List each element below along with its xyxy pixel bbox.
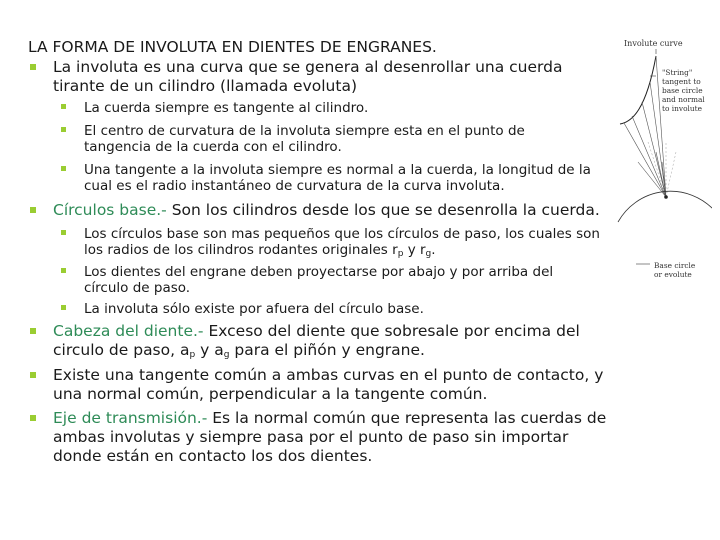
bullet-marker — [30, 328, 36, 334]
label-base-circle: Base circle or evolute — [654, 261, 696, 279]
bullet-marker — [30, 64, 36, 70]
bullet-marker — [61, 305, 66, 310]
bullet-marker — [61, 104, 66, 109]
bullet-marker — [30, 207, 36, 213]
slide-title: LA FORMA DE INVOLUTA EN DIENTES DE ENGRANES. — [28, 38, 437, 56]
sub-bullet-normal: Una tangente a la involuta siempre es normal a la cuerda, la longitud de la cual es el radio instantáneo de curvatura de la curva involuta. — [84, 162, 591, 195]
bullet-involuta: La involuta es una curva que se genera al desenrollar una cuerda tirante de un cilindro (llamada evoluta) — [53, 58, 563, 95]
bullet-marker — [61, 230, 66, 235]
term-cabeza-diente: Cabeza del diente.- — [53, 322, 204, 340]
sub-bullet-radios: Los círculos base son mas pequeños que los círculos de paso, los cuales son los radios de los cilindros rodantes originales $r_p$ y $r_g$. — [84, 226, 600, 260]
string-lines — [624, 56, 666, 197]
sub-bullet-dientes: Los dientes del engrane deben proyectarse por abajo y por arriba del círculo de paso. — [84, 264, 554, 297]
bullet-marker — [30, 372, 36, 378]
bullet-marker — [61, 268, 66, 273]
label-string: "String" tangent to base circle and normal to involute — [662, 68, 705, 113]
label-involute-curve: Involute curve — [624, 39, 683, 48]
center-point — [664, 195, 668, 199]
sub-bullet-tangente: La cuerda siempre es tangente al cilindro. — [84, 100, 369, 116]
sub-bullet-involuta-afuera: La involuta sólo existe por afuera del círculo base. — [84, 301, 424, 317]
bullet-cabeza-diente: Cabeza del diente.- Exceso del diente que sobresale por encima del circulo de paso, $a_p$ y $a_g$ para el piñón y engrane. — [53, 322, 580, 360]
bullet-marker — [61, 127, 66, 132]
bullet-marker — [61, 166, 66, 171]
bullet-eje-transmision: Eje de transmisión.- Es la normal común que representa las cuerdas de ambas involutas y siempre pasa por el punto de paso sin importar donde están en contacto los dos dientes. — [53, 409, 607, 465]
bullet-marker — [30, 415, 36, 421]
term-circulos-base: Círculos base.- — [53, 201, 167, 219]
bullet-tangente-comun: Existe una tangente común a ambas curvas en el punto de contacto, y una normal común, perpendicular a la tangente común. — [53, 366, 604, 403]
involute-diagram — [612, 32, 712, 292]
bullet-circulos-base — [53, 201, 623, 220]
term-eje-transmision: Eje de transmisión.- — [53, 409, 208, 427]
sub-bullet-centro: El centro de curvatura de la involuta siempre esta en el punto de tangencia de la cuerda con el cilindro. — [84, 123, 525, 156]
involute-curve — [620, 56, 656, 124]
definition-text: Son los cilindros desde los que se desenrolla la cuerda. — [166, 201, 600, 219]
